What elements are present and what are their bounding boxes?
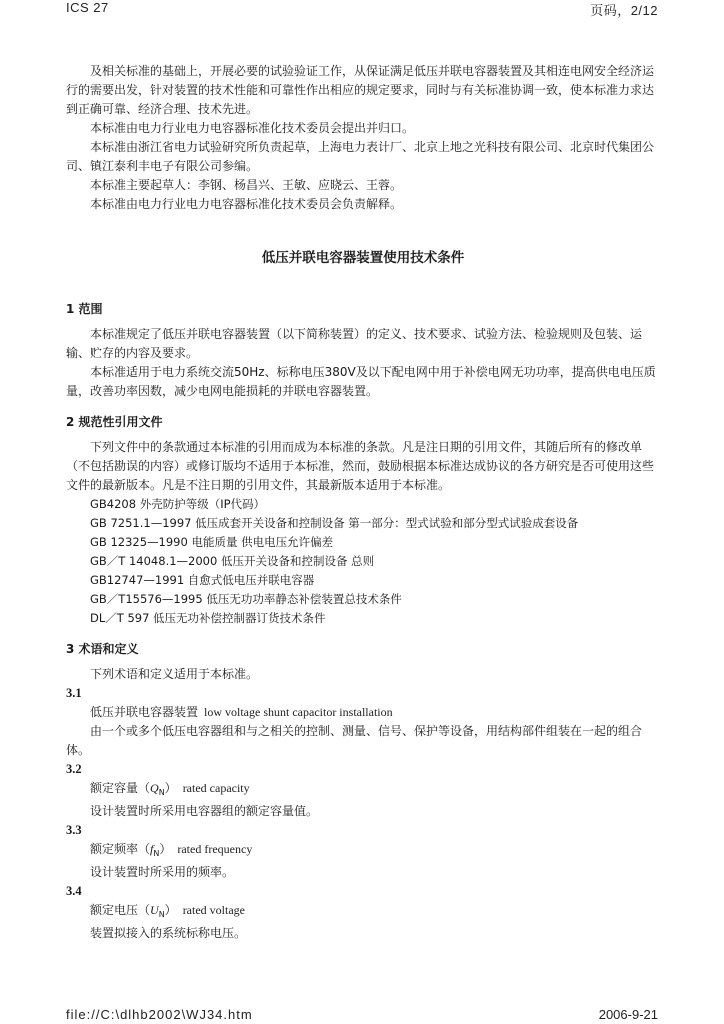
term-chinese-name: 额定电压（ <box>90 903 151 917</box>
header-page-number: 页码，2/12 <box>590 3 658 18</box>
term-chinese-name: 额定容量（ <box>90 781 151 795</box>
preface-paragraph: 本标准由电力行业电力电容器标准化技术委员会负责解释。 <box>90 197 403 211</box>
term-entry <box>66 760 660 821</box>
term-symbol-subscript: N <box>158 910 165 919</box>
header-standard-code: ICS 27 <box>66 0 109 15</box>
section-paragraph: 本标准规定了低压并联电容器装置（以下简称装置）的定义、技术要求、试验方法、检验规则及包装、运输、贮存的内容及要求。 <box>66 327 643 360</box>
term-title <box>90 703 660 722</box>
term-definition: 设计装置时所采用电容器组的额定容量值。 <box>90 804 319 818</box>
term-title <box>90 840 660 863</box>
term-definition: 装置拟接入的系统标称电压。 <box>90 926 247 940</box>
term-title <box>90 901 660 924</box>
term-close-paren: ） <box>159 842 172 856</box>
term-entry <box>66 821 660 882</box>
document-title: 低压并联电容器装置使用技术条件 <box>261 250 465 266</box>
term-symbol: U <box>150 903 159 917</box>
reference-item: GB 7251.1—1997 低压成套开关设备和控制设备 第一部分：型式试验和部分型式试验成套设备 <box>90 516 579 530</box>
preface <box>66 62 660 214</box>
section-heading: 1 范围 <box>66 302 103 316</box>
term-title <box>90 779 660 802</box>
reference-item: GB／T15576—1995 低压无功功率静态补偿装置总技术条件 <box>90 592 402 606</box>
section-paragraph: 本标准适用于电力系统交流50Hz、标称电压380V及以下配电网中用于补偿电网无功功率，提高供电电压质量，改善功率因数，减少电网电能损耗的并联电容器装置。 <box>66 365 656 398</box>
footer-file-path: file://C:\dlhb2002\WJ34.htm <box>66 1007 253 1022</box>
footer-date: 2006-9-21 <box>598 1007 658 1022</box>
term-symbol: f <box>150 842 154 856</box>
term-english-name: rated capacity <box>182 781 250 795</box>
term-definition: 由一个或多个低压电容器组和与之相关的控制、测量、信号、保护等设备，用结构部件组装在一起的组合体。 <box>66 724 643 757</box>
term-symbol-subscript: N <box>158 788 165 797</box>
term-symbol: Q <box>150 781 159 795</box>
term-number: 3.4 <box>66 884 82 898</box>
term-symbol-subscript: N <box>153 849 160 858</box>
section-paragraph: 下列术语和定义适用于本标准。 <box>90 667 259 681</box>
reference-item: GB4208 外壳防护等级（IP代码） <box>90 497 266 511</box>
preface-paragraph: 本标准由浙江省电力试验研究所负责起草，上海电力表计厂、北京上地之光科技有限公司、北京时代集团公司、镇江泰利丰电子有限公司参编。 <box>66 140 655 173</box>
term-english-name: rated frequency <box>177 842 253 856</box>
section-terms-definitions <box>66 640 660 943</box>
section-scope <box>66 300 660 401</box>
term-number: 3.1 <box>66 686 82 700</box>
term-number: 3.2 <box>66 762 82 776</box>
document-body <box>66 62 660 943</box>
reference-item: DL／T 597 低压无功补偿控制器订货技术条件 <box>90 611 326 625</box>
reference-item: GB12747—1991 自愈式低电压并联电容器 <box>90 573 315 587</box>
preface-paragraph: 及相关标准的基础上，开展必要的试验验证工作，从保证满足低压并联电容器装置及其相连电网安全经济运行的需要出发，针对装置的技术性能和可靠性作出相应的规定要求，同时与有关标准协调一致，使本标准力求达到正确可靠、经济合理、技术先进。 <box>66 64 655 116</box>
term-close-paren: ） <box>164 903 177 917</box>
term-chinese-name: 低压并联电容器装置 <box>90 705 199 719</box>
preface-paragraph: 本标准主要起草人：李钢、杨昌兴、王敏、应晓云、王蓉。 <box>90 178 403 192</box>
reference-item: GB 12325—1990 电能质量 供电电压允许偏差 <box>90 535 334 549</box>
reference-item: GB／T 14048.1—2000 低压开关设备和控制设备 总则 <box>90 554 375 568</box>
term-entry <box>66 684 660 760</box>
term-number: 3.3 <box>66 823 82 837</box>
term-entry <box>66 882 660 943</box>
section-heading: 3 术语和定义 <box>66 642 139 656</box>
term-definition: 设计装置时所采用的频率。 <box>90 865 235 879</box>
term-english-name: low voltage shunt capacitor installation <box>204 705 393 719</box>
term-chinese-name: 额定频率（ <box>90 842 151 856</box>
preface-paragraph: 本标准由电力行业电力电容器标准化技术委员会提出并归口。 <box>90 121 415 135</box>
term-english-name: rated voltage <box>182 903 245 917</box>
section-normative-references <box>66 413 660 628</box>
section-heading: 2 规范性引用文件 <box>66 415 163 429</box>
section-paragraph: 下列文件中的条款通过本标准的引用而成为本标准的条款。凡是注日期的引用文件，其随后所有的修改单（不包括勘误的内容）或修订版均不适用于本标准，然而，鼓励根据本标准达成协议的各方研究是否可使用这些文件的最新版本。凡是不注日期的引用文件，其最新版本适用于本标准。 <box>66 440 655 492</box>
term-close-paren: ） <box>164 781 177 795</box>
